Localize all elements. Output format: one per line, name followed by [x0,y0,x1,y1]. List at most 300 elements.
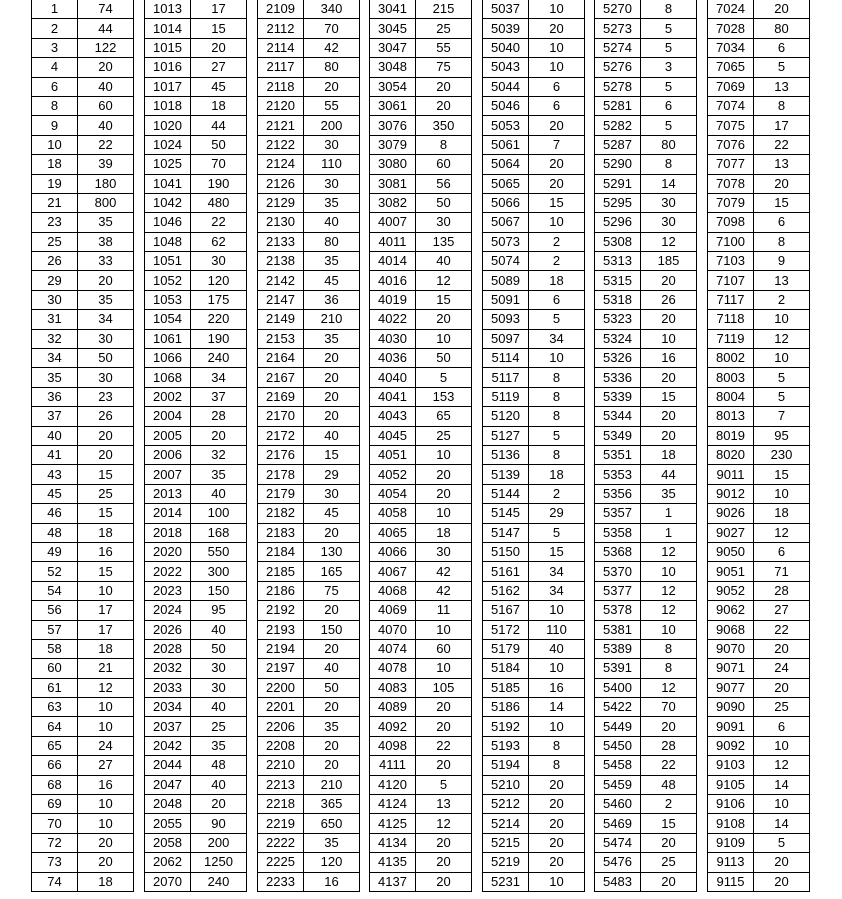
id-cell: 2172 [258,426,304,445]
table-row [258,445,360,464]
table-row [32,387,134,406]
value-cell: 8 [641,155,697,174]
id-cell: 26 [32,252,78,271]
id-cell: 35 [32,368,78,387]
table-row [483,407,585,426]
id-cell: 5460 [595,795,641,814]
id-cell: 4125 [370,814,416,833]
id-cell: 1018 [145,96,191,115]
value-cell: 10 [641,620,697,639]
id-cell: 4070 [370,620,416,639]
id-cell: 73 [32,853,78,872]
value-cell: 5 [641,38,697,57]
value-cell: 10 [78,814,134,833]
table-row [258,155,360,174]
value-cell: 5 [529,426,585,445]
value-cell: 15 [78,562,134,581]
id-cell: 9113 [708,853,754,872]
value-cell: 480 [191,193,247,212]
id-cell: 7074 [708,96,754,115]
table-row [708,736,810,755]
id-cell: 21 [32,193,78,212]
table-row [258,116,360,135]
value-cell: 15 [754,465,810,484]
value-cell: 165 [304,562,360,581]
id-cell: 4092 [370,717,416,736]
id-cell: 4014 [370,252,416,271]
table-row [145,833,247,852]
table-row [32,232,134,251]
table-row [483,795,585,814]
value-cell: 5 [529,523,585,542]
value-cell: 10 [754,349,810,368]
value-cell: 20 [78,58,134,77]
value-cell: 16 [304,872,360,891]
table-row [32,775,134,794]
value-cell: 200 [191,833,247,852]
data-table-4 [369,0,472,892]
table-row [708,523,810,542]
value-cell: 10 [754,795,810,814]
table-row [370,407,472,426]
value-cell: 230 [754,445,810,464]
id-cell: 5097 [483,329,529,348]
value-cell: 20 [416,698,472,717]
id-cell: 5368 [595,542,641,561]
id-cell: 2042 [145,736,191,755]
table-row [595,814,697,833]
table-row [708,271,810,290]
id-cell: 2130 [258,213,304,232]
table-row [483,252,585,271]
table-row [483,465,585,484]
id-cell: 9115 [708,872,754,891]
id-cell: 5117 [483,368,529,387]
id-cell: 18 [32,155,78,174]
id-cell: 7100 [708,232,754,251]
id-cell: 4135 [370,853,416,872]
id-cell: 2044 [145,756,191,775]
table-row [708,659,810,678]
id-cell: 4069 [370,601,416,620]
id-cell: 2184 [258,542,304,561]
table-row [595,445,697,464]
table-row [370,581,472,600]
table-row [370,853,472,872]
table-row [370,96,472,115]
table-row [145,484,247,503]
value-cell: 20 [529,814,585,833]
id-cell: 4120 [370,775,416,794]
value-cell: 20 [304,387,360,406]
table-row [595,252,697,271]
table-row [708,814,810,833]
id-cell: 5074 [483,252,529,271]
value-cell: 10 [78,698,134,717]
value-cell: 34 [78,310,134,329]
value-cell: 17 [754,116,810,135]
value-cell: 30 [78,368,134,387]
table-row [145,155,247,174]
value-cell: 12 [641,601,697,620]
id-cell: 2122 [258,135,304,154]
value-cell: 8 [529,368,585,387]
table-row [145,659,247,678]
id-cell: 8003 [708,368,754,387]
table-row [145,426,247,445]
value-cell: 180 [78,174,134,193]
table-row [145,756,247,775]
value-cell: 12 [641,581,697,600]
value-cell: 80 [304,232,360,251]
table-row [258,717,360,736]
value-cell: 20 [754,0,810,19]
value-cell: 15 [641,387,697,406]
table-row [32,620,134,639]
id-cell: 4134 [370,833,416,852]
value-cell: 20 [641,310,697,329]
value-cell: 6 [529,96,585,115]
table-row [708,484,810,503]
value-cell: 20 [416,872,472,891]
id-cell: 5287 [595,135,641,154]
id-cell: 5273 [595,19,641,38]
value-cell: 20 [529,833,585,852]
id-cell: 2006 [145,445,191,464]
table-row [483,678,585,697]
table-row [708,717,810,736]
value-cell: 30 [304,174,360,193]
value-cell: 3 [641,58,697,77]
table-row [483,484,585,503]
value-cell: 38 [78,232,134,251]
id-cell: 4007 [370,213,416,232]
table-row [595,368,697,387]
value-cell: 10 [754,736,810,755]
table-row [32,290,134,309]
id-cell: 4067 [370,562,416,581]
id-cell: 5172 [483,620,529,639]
table-row [370,484,472,503]
table-row [32,698,134,717]
table-row [595,678,697,697]
id-cell: 5064 [483,155,529,174]
table-row [370,620,472,639]
table-row [258,484,360,503]
value-cell: 30 [191,252,247,271]
id-cell: 7077 [708,155,754,174]
table-row [708,77,810,96]
value-cell: 1 [641,523,697,542]
value-cell: 55 [416,38,472,57]
id-cell: 19 [32,174,78,193]
table-row [370,174,472,193]
table-row [145,639,247,658]
table-row [483,155,585,174]
table-row [145,601,247,620]
value-cell: 6 [754,213,810,232]
value-cell: 168 [191,523,247,542]
table-row [32,853,134,872]
id-cell: 5184 [483,659,529,678]
table-row [595,504,697,523]
value-cell: 10 [754,484,810,503]
id-cell: 5089 [483,271,529,290]
table-row [370,756,472,775]
id-cell: 2118 [258,77,304,96]
value-cell: 18 [78,872,134,891]
value-cell: 80 [304,58,360,77]
id-cell: 2047 [145,775,191,794]
table-row [708,155,810,174]
table-row [32,155,134,174]
id-cell: 5065 [483,174,529,193]
id-cell: 9071 [708,659,754,678]
value-cell: 120 [304,853,360,872]
id-cell: 8013 [708,407,754,426]
value-cell: 5 [754,387,810,406]
id-cell: 7079 [708,193,754,212]
table-row [258,349,360,368]
table-row [258,620,360,639]
value-cell: 30 [191,659,247,678]
value-cell: 75 [416,58,472,77]
id-cell: 9070 [708,639,754,658]
id-cell: 5270 [595,0,641,19]
table-row [370,639,472,658]
value-cell: 10 [416,659,472,678]
id-cell: 3081 [370,174,416,193]
value-cell: 25 [191,717,247,736]
table-row [258,504,360,523]
table-row [258,77,360,96]
value-cell: 5 [416,775,472,794]
id-cell: 2147 [258,290,304,309]
data-table-3 [257,0,360,892]
value-cell: 20 [416,833,472,852]
value-cell: 11 [416,601,472,620]
value-cell: 50 [416,193,472,212]
table-row [370,387,472,406]
table-row [483,271,585,290]
value-cell: 20 [416,310,472,329]
id-cell: 5139 [483,465,529,484]
value-cell: 27 [754,601,810,620]
id-cell: 2120 [258,96,304,115]
id-cell: 5358 [595,523,641,542]
id-cell: 3041 [370,0,416,19]
id-cell: 2206 [258,717,304,736]
value-cell: 22 [754,135,810,154]
id-cell: 5356 [595,484,641,503]
id-cell: 2210 [258,756,304,775]
table-row [32,193,134,212]
value-cell: 35 [78,213,134,232]
id-cell: 23 [32,213,78,232]
id-cell: 5318 [595,290,641,309]
id-cell: 4016 [370,271,416,290]
table-row [258,174,360,193]
value-cell: 22 [78,135,134,154]
table-row [483,96,585,115]
value-cell: 20 [529,19,585,38]
table-row [483,213,585,232]
id-cell: 32 [32,329,78,348]
value-cell: 44 [641,465,697,484]
id-cell: 5290 [595,155,641,174]
table-row [483,368,585,387]
id-cell: 3061 [370,96,416,115]
id-cell: 2070 [145,872,191,891]
table-row [145,58,247,77]
table-row [370,504,472,523]
value-cell: 2 [529,484,585,503]
value-cell: 25 [416,426,472,445]
value-cell: 60 [416,639,472,658]
table-row [32,116,134,135]
value-cell: 6 [754,717,810,736]
id-cell: 70 [32,814,78,833]
id-cell: 5114 [483,349,529,368]
table-row [708,601,810,620]
table-row [258,232,360,251]
value-cell: 26 [641,290,697,309]
id-cell: 40 [32,426,78,445]
table-row [483,833,585,852]
id-cell: 4137 [370,872,416,891]
table-row [145,445,247,464]
value-cell: 7 [754,407,810,426]
table-row [708,795,810,814]
id-cell: 5186 [483,698,529,717]
id-cell: 5339 [595,387,641,406]
table-row [32,601,134,620]
table-row [483,523,585,542]
value-cell: 70 [641,698,697,717]
table-row [595,174,697,193]
table-row [483,174,585,193]
table-row [145,736,247,755]
table-row [145,407,247,426]
id-cell: 1046 [145,213,191,232]
table-row [258,872,360,891]
id-cell: 66 [32,756,78,775]
id-cell: 9105 [708,775,754,794]
id-cell: 5357 [595,504,641,523]
value-cell: 15 [754,193,810,212]
table-row [145,38,247,57]
id-cell: 2020 [145,542,191,561]
id-cell: 8020 [708,445,754,464]
id-cell: 63 [32,698,78,717]
value-cell: 20 [304,698,360,717]
value-cell: 12 [416,271,472,290]
id-cell: 4 [32,58,78,77]
value-cell: 33 [78,252,134,271]
table-row [483,659,585,678]
id-cell: 2058 [145,833,191,852]
table-row [595,77,697,96]
id-cell: 58 [32,639,78,658]
id-cell: 5066 [483,193,529,212]
value-cell: 42 [304,38,360,57]
value-cell: 20 [641,717,697,736]
table-row [595,872,697,891]
data-table-2 [144,0,247,892]
id-cell: 1020 [145,116,191,135]
id-cell: 4058 [370,504,416,523]
table-row [258,252,360,271]
id-cell: 36 [32,387,78,406]
value-cell: 16 [78,775,134,794]
id-cell: 2028 [145,639,191,658]
value-cell: 13 [754,77,810,96]
value-cell: 40 [304,213,360,232]
id-cell: 5127 [483,426,529,445]
id-cell: 2176 [258,445,304,464]
table-row [32,77,134,96]
table-row [708,678,810,697]
id-cell: 43 [32,465,78,484]
table-row [32,833,134,852]
table-row [258,678,360,697]
value-cell: 20 [304,756,360,775]
table-row [708,504,810,523]
value-cell: 1250 [191,853,247,872]
value-cell: 5 [754,58,810,77]
table-row [258,814,360,833]
value-cell: 20 [191,426,247,445]
id-cell: 2182 [258,504,304,523]
value-cell: 2 [529,252,585,271]
table-row [145,853,247,872]
id-cell: 5323 [595,310,641,329]
value-cell: 80 [641,135,697,154]
value-cell: 150 [304,620,360,639]
table-row [708,349,810,368]
table-row [370,271,472,290]
id-cell: 2114 [258,38,304,57]
id-cell: 2112 [258,19,304,38]
value-cell: 650 [304,814,360,833]
value-cell: 42 [416,562,472,581]
id-cell: 57 [32,620,78,639]
value-cell: 20 [191,795,247,814]
id-cell: 65 [32,736,78,755]
id-cell: 9109 [708,833,754,852]
table-row [483,601,585,620]
value-cell: 800 [78,193,134,212]
value-cell: 40 [191,698,247,717]
table-row [32,58,134,77]
value-cell: 12 [641,542,697,561]
value-cell: 10 [78,581,134,600]
id-cell: 2129 [258,193,304,212]
table-row [370,232,472,251]
value-cell: 34 [529,562,585,581]
id-cell: 1066 [145,349,191,368]
value-cell: 20 [529,775,585,794]
id-cell: 2222 [258,833,304,852]
value-cell: 190 [191,174,247,193]
table-row [370,0,472,19]
value-cell: 20 [304,736,360,755]
id-cell: 4011 [370,232,416,251]
id-cell: 7118 [708,310,754,329]
id-cell: 72 [32,833,78,852]
table-row [483,58,585,77]
value-cell: 70 [191,155,247,174]
